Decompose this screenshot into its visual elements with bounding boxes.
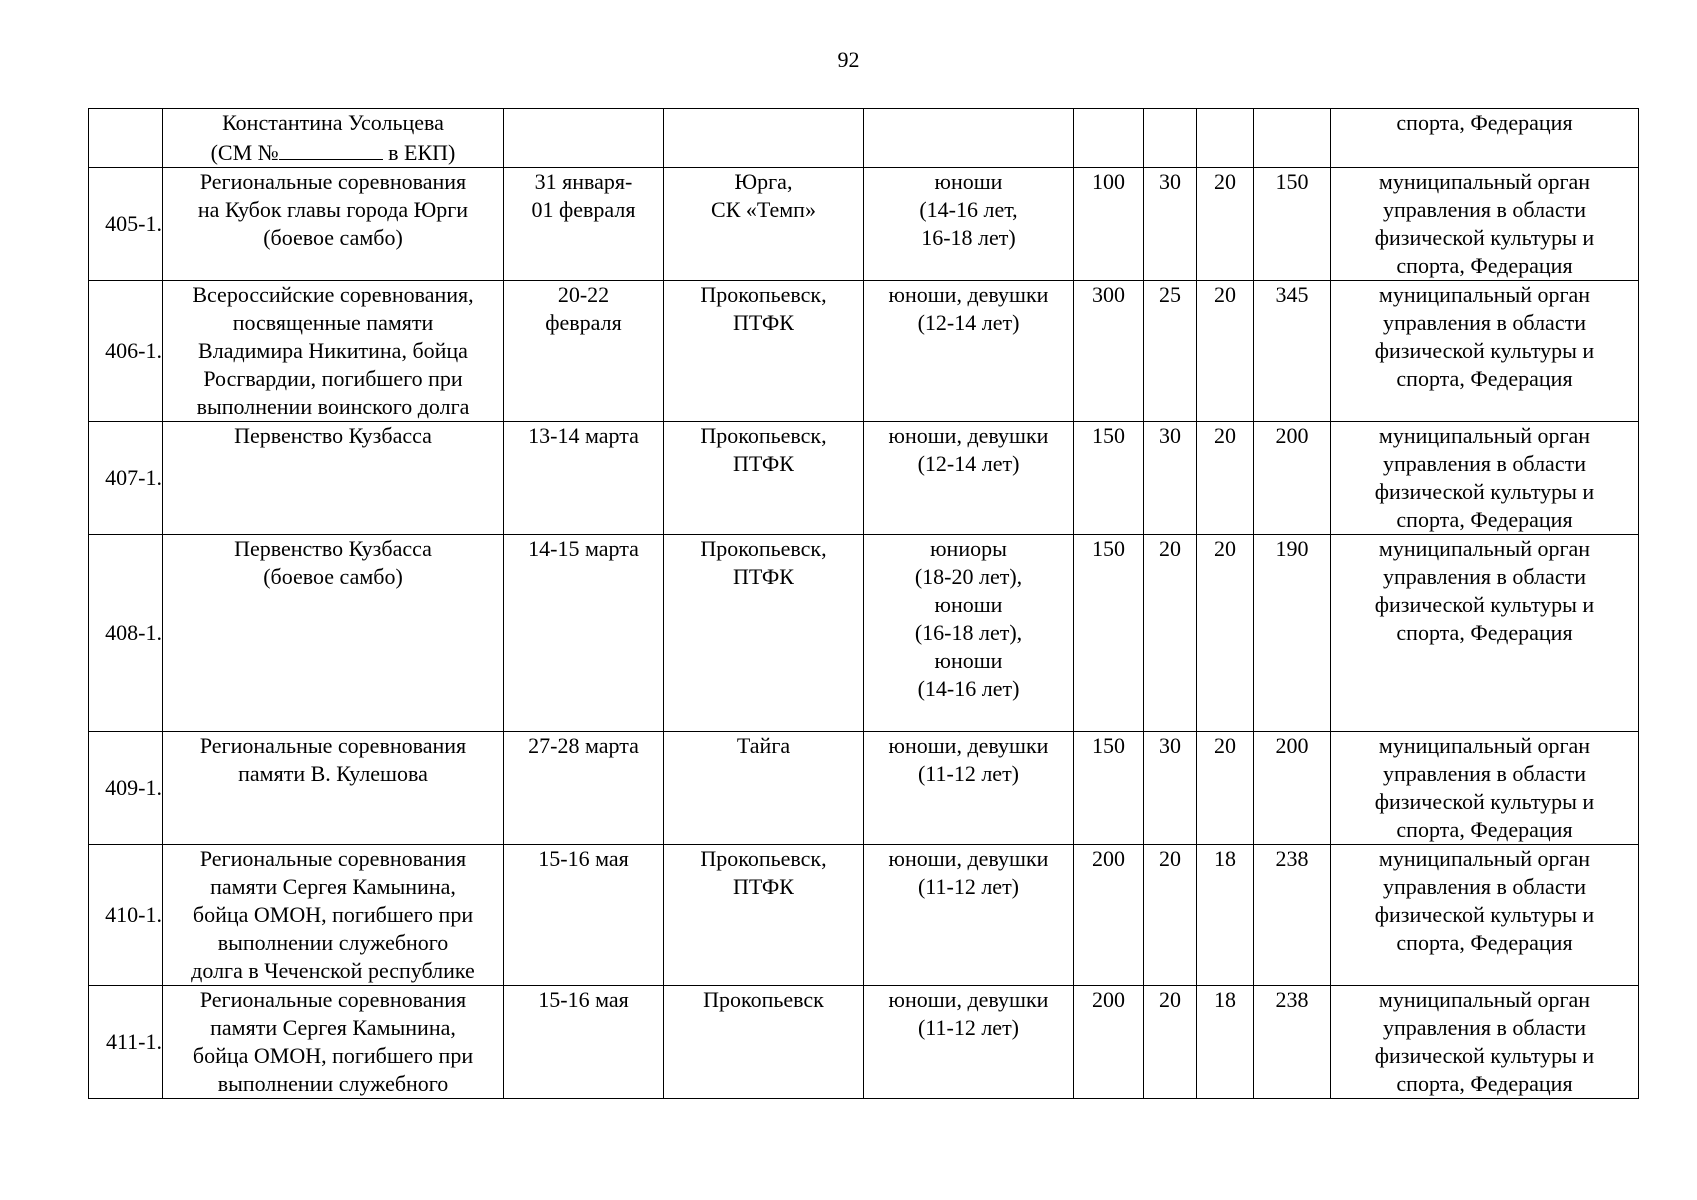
event-name-line: Региональные соревнования [199,846,467,871]
cell-organizer [1331,845,1639,986]
organizer-line: муниципальный орган [1378,987,1591,1012]
cell-participants [864,281,1074,422]
event-name-line: бойца ОМОН, погибшего при [192,1043,474,1068]
cell-participants [864,109,1074,168]
organizer-line: управления в области [1383,564,1586,589]
cell-number: 405-1. [89,168,163,281]
participants-line: юноши, девушки [888,987,1049,1012]
event-name-line: Первенство Кузбасса [234,423,432,448]
cell-dates [504,845,664,986]
organizer-line: управления в области [1383,874,1586,899]
cell-place [664,986,864,1099]
organizer-line: спорта, Федерация [1396,507,1573,532]
cell-participants [864,535,1074,732]
cell-participants [864,986,1074,1099]
place-line: СК «Темп» [711,197,816,222]
participants-line: (14-16 лет, [919,197,1018,222]
cell-total: 200 [1254,422,1331,535]
cell-total [1254,109,1331,168]
organizer-line: спорта, Федерация [1396,110,1573,135]
cell-count-3: 20 [1197,281,1254,422]
organizer-line: спорта, Федерация [1396,930,1573,955]
cell-count-2: 20 [1144,535,1197,732]
participants-line: (11-12 лет) [917,1015,1020,1040]
dates-line: 15-16 мая [538,846,629,871]
place-line: Прокопьевск, [700,423,827,448]
event-name-line: Всероссийские соревнования, [192,282,474,307]
place-line: ПТФК [733,874,794,899]
cell-organizer [1331,732,1639,845]
organizer-line: спорта, Федерация [1396,1071,1573,1096]
cell-organizer [1331,168,1639,281]
place-line: Прокопьевск [703,987,824,1012]
event-name-line [165,137,501,167]
table-row [89,845,1639,986]
organizer-line: физической культуры и [1374,789,1595,814]
organizer-line: спорта, Федерация [1396,253,1573,278]
cell-dates [504,422,664,535]
organizer-line: управления в области [1383,451,1586,476]
participants-line: (18-20 лет), [914,564,1023,589]
event-name-line: посвященные памяти [232,310,434,335]
event-name-line: (боевое самбо) [263,225,403,250]
participants-line: юниоры [930,536,1007,561]
organizer-line: управления в области [1383,761,1586,786]
cell-organizer [1331,986,1639,1099]
organizer-line: управления в области [1383,197,1586,222]
dates-line: 31 января- [534,169,633,194]
cell-count-3: 20 [1197,535,1254,732]
place-line: ПТФК [733,564,794,589]
cell-count-3: 20 [1197,168,1254,281]
cell-total: 150 [1254,168,1331,281]
organizer-line: физической культуры и [1374,338,1595,363]
participants-line: (14-16 лет) [917,676,1020,701]
table-row [89,281,1639,422]
place-line: Тайга [736,733,791,758]
cell-organizer [1331,422,1639,535]
cell-count-3: 20 [1197,422,1254,535]
place-line: ПТФК [733,310,794,335]
cell-number: 411-1. [89,986,163,1099]
cell-count-2: 20 [1144,845,1197,986]
cell-count-1: 300 [1074,281,1144,422]
event-name-line: (боевое самбо) [263,564,403,589]
cell-count-2: 20 [1144,986,1197,1099]
table-row [89,422,1639,535]
organizer-line: управления в области [1383,1015,1586,1040]
event-name-line: долга в Чеченской республике [191,958,475,983]
table-row [89,535,1639,732]
organizer-line: физической культуры и [1374,479,1595,504]
organizer-line: спорта, Федерация [1396,366,1573,391]
organizer-line: физической культуры и [1374,902,1595,927]
cell-event-name [163,422,504,535]
event-name-line: Региональные соревнования [199,733,467,758]
dates-line: 15-16 мая [538,987,629,1012]
cell-total: 238 [1254,986,1331,1099]
table-row [89,168,1639,281]
cell-total: 200 [1254,732,1331,845]
cell-event-name [163,535,504,732]
cell-dates [504,109,664,168]
event-name-line: на Кубок главы города Юрги [197,197,469,222]
participants-line: юноши, девушки [888,282,1049,307]
continuation-row [89,109,1639,168]
cell-organizer [1331,109,1639,168]
cell-count-3: 18 [1197,986,1254,1099]
events-table [88,108,1639,1099]
event-name-line: Региональные соревнования [199,169,467,194]
participants-line: юноши [934,169,1003,194]
participants-line: юноши, девушки [888,733,1049,758]
cell-total: 190 [1254,535,1331,732]
cell-number: 406-1. [89,281,163,422]
participants-line: (11-12 лет) [917,761,1020,786]
participants-line: юноши, девушки [888,423,1049,448]
participants-line: юноши, девушки [888,846,1049,871]
cell-event-name [163,845,504,986]
cell-count-1: 150 [1074,732,1144,845]
cell-count-2 [1144,109,1197,168]
organizer-line: управления в области [1383,310,1586,335]
organizer-line: муниципальный орган [1378,169,1591,194]
participants-line: (12-14 лет) [917,310,1020,335]
participants-line: (12-14 лет) [917,451,1020,476]
cell-count-1: 150 [1074,535,1144,732]
dates-line: 13-14 марта [528,423,639,448]
place-line: ПТФК [733,451,794,476]
participants-line: 16-18 лет) [921,225,1016,250]
cell-place [664,422,864,535]
participants-line: (16-18 лет), [914,620,1023,645]
event-name-line: памяти В. Кулешова [238,761,428,786]
cell-event-name [163,281,504,422]
event-name-line: бойца ОМОН, погибшего при [192,902,474,927]
event-name-line: памяти Сергея Камынина, [210,1015,456,1040]
cell-count-2: 25 [1144,281,1197,422]
organizer-line: муниципальный орган [1378,733,1591,758]
cell-count-1: 150 [1074,422,1144,535]
cell-organizer [1331,535,1639,732]
cell-participants [864,732,1074,845]
cell-count-3 [1197,109,1254,168]
event-name-line: памяти Сергея Камынина, [210,874,456,899]
cell-dates [504,168,664,281]
cell-number: 410-1. [89,845,163,986]
organizer-line: муниципальный орган [1378,846,1591,871]
organizer-line: физической культуры и [1374,225,1595,250]
cell-place [664,168,864,281]
cell-participants [864,168,1074,281]
cell-event-name [163,109,504,168]
event-name-line: Владимира Никитина, бойца [198,338,468,363]
cell-dates [504,732,664,845]
cell-event-name [163,732,504,845]
cell-count-2: 30 [1144,732,1197,845]
event-name-line: выполнении воинского долга [196,394,470,419]
cell-total: 238 [1254,845,1331,986]
organizer-line: муниципальный орган [1378,536,1591,561]
event-name-line: Росгвардии, погибшего при [203,366,463,391]
sm-prefix: (СМ № [210,140,279,165]
dates-line: 14-15 марта [528,536,639,561]
cell-place [664,535,864,732]
organizer-line: физической культуры и [1374,592,1595,617]
cell-place [664,845,864,986]
cell-number: 408-1. [89,535,163,732]
participants-line: (11-12 лет) [917,874,1020,899]
place-line: Прокопьевск, [700,846,827,871]
organizer-line: спорта, Федерация [1396,620,1573,645]
cell-event-name [163,168,504,281]
place-line: Прокопьевск, [700,536,827,561]
cell-place [664,109,864,168]
organizer-line: муниципальный орган [1378,423,1591,448]
table-row [89,732,1639,845]
cell-count-3: 20 [1197,732,1254,845]
page-number: 92 [837,47,860,72]
cell-event-name [163,986,504,1099]
table-row [89,986,1639,1099]
participants-line: юноши [934,592,1003,617]
event-name-line: выполнении служебного [217,930,449,955]
cell-number: 409-1. [89,732,163,845]
cell-count-2: 30 [1144,422,1197,535]
dates-line: 27-28 марта [528,733,639,758]
cell-count-1: 200 [1074,845,1144,986]
cell-dates [504,986,664,1099]
cell-organizer [1331,281,1639,422]
cell-count-3: 18 [1197,845,1254,986]
cell-dates [504,281,664,422]
dates-line: февраля [545,310,622,335]
event-name-line: Константина Усольцева [222,110,444,135]
organizer-line: физической культуры и [1374,1043,1595,1068]
dates-line: 20-22 [557,282,610,307]
place-line: Юрга, [734,169,793,194]
cell-count-1: 200 [1074,986,1144,1099]
cell-count-2: 30 [1144,168,1197,281]
sm-suffix: в ЕКП) [382,140,456,165]
sm-number-blank [279,137,383,160]
cell-participants [864,422,1074,535]
event-name-line: Региональные соревнования [199,987,467,1012]
cell-total: 345 [1254,281,1331,422]
event-name-line: выполнении служебного [217,1071,449,1096]
organizer-line: муниципальный орган [1378,282,1591,307]
cell-count-1: 100 [1074,168,1144,281]
cell-number [89,109,163,168]
cell-participants [864,845,1074,986]
dates-line: 01 февраля [531,197,636,222]
cell-place [664,281,864,422]
event-name-line: Первенство Кузбасса [234,536,432,561]
cell-dates [504,535,664,732]
cell-count-1 [1074,109,1144,168]
cell-number: 407-1. [89,422,163,535]
place-line: Прокопьевск, [700,282,827,307]
participants-line: юноши [934,648,1003,673]
cell-place [664,732,864,845]
organizer-line: спорта, Федерация [1396,817,1573,842]
